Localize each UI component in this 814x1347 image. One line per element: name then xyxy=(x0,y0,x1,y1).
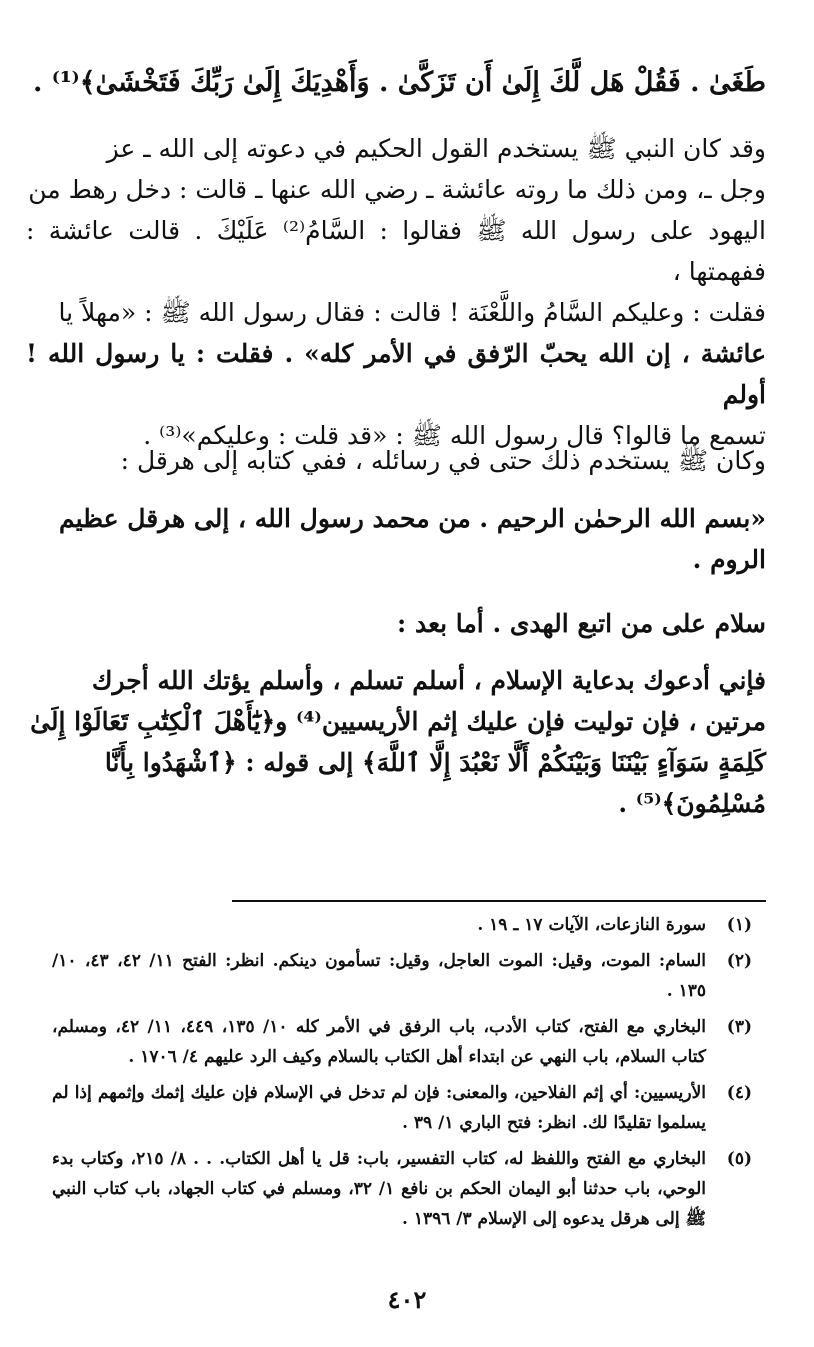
text-line: «بسم الله الرحمٰن الرحيم . من محمد رسول الله ، إلى هرقل عظيم xyxy=(58,504,766,533)
footnote xyxy=(52,1078,752,1138)
text-line: سلام على من اتبع الهدى . أما بعد : xyxy=(397,609,766,638)
footnote xyxy=(52,946,752,1006)
footnotes xyxy=(52,910,752,1240)
footnote-divider xyxy=(232,900,766,902)
page-number: ٤٠٢ xyxy=(387,1285,427,1314)
footnote-number: (١) xyxy=(726,915,752,935)
footnote-number: (٢) xyxy=(726,951,752,971)
text-line: الروم . xyxy=(692,545,766,574)
text-line: فقلت : وعليكم السَّامُ واللَّعْنَة ! قالت : فقال رسول الله ﷺ : «مهلاً يا xyxy=(58,298,766,327)
footnote-text: الأريسيين: أي إثم الفلاحين، والمعنى: فإن لم تدخل في الإسلام فإن عليك إثمك وإثمهم إذا لم يسلموا تقليدًا لك. انظر: فتح الباري ١/ ٣٩ . xyxy=(52,1083,706,1133)
text-line: مرتين ، فإن توليت فإن عليك إثم الأريسيين⁽⁴⁾ و﴿يَٰٓأَهْلَ ٱلْكِتَٰبِ تَعَالَوْا إِلَىٰ xyxy=(30,707,766,736)
verse-line: طَغَىٰ . فَقُلْ هَل لَّكَ إِلَىٰ أَن تَزَكَّىٰ . وَأَهْدِيَكَ إِلَىٰ رَبِّكَ فَتَخْشَىٰ﴾⁽¹⁾ . xyxy=(33,67,766,98)
footnote-text: البخاري مع الفتح واللفظ له، كتاب التفسير، باب: قل يا أهل الكتاب. . . ٨/ ٢١٥، وكتاب بدء الوحي، باب حدثنا أبو اليمان الحكم بن نافع ١/ ٣٢، ومسلم في كتاب الجهاد، باب كتاب النبي ﷺ إلى هرقل يدعوه إلى الإسلام ٣/ ١٣٩٦ . xyxy=(52,1149,706,1229)
letter-greeting xyxy=(26,603,766,644)
text-line: وكان ﷺ يستخدم ذلك حتى في رسائله ، ففي كتابه إلى هرقل : xyxy=(120,446,766,475)
text-line: عائشة ، إن الله يحبّ الرّفق في الأمر كله» . فقلت : يا رسول الله ! أولم xyxy=(26,339,766,409)
footnote xyxy=(52,1144,752,1234)
text-line: كَلِمَةٍ سَوَآءٍ بَيْنَنَا وَبَيْنَكُمْ أَلَّا نَعْبُدَ إِلَّا ٱللَّهَ﴾ إلى قوله : ﴿ٱشْهَدُوا بِأَنَّا xyxy=(104,748,766,777)
letter-body xyxy=(26,660,766,824)
footnote-text: سورة النازعات، الآيات ١٧ ـ ١٩ . xyxy=(477,915,706,935)
text-line: مُسْلِمُونَ﴾⁽⁵⁾ . xyxy=(618,789,766,818)
hadith-paragraph xyxy=(26,128,766,456)
footnote xyxy=(52,910,752,940)
text-line: فإني أدعوك بدعاية الإسلام ، أسلم تسلم ، وأسلم يؤتك الله أجرك xyxy=(91,666,766,695)
footnote-number: (٥) xyxy=(726,1149,752,1169)
letter-opening xyxy=(26,498,766,580)
text-line: وقد كان النبي ﷺ يستخدم القول الحكيم في دعوته إلى الله ـ عز xyxy=(106,134,766,163)
footnote-number: (٣) xyxy=(726,1017,752,1037)
footnote-text: السام: الموت، وقيل: الموت العاجل، وقيل: تسأمون دينكم. انظر: الفتح ١١/ ٤٢، ٤٣، ١٠/ ١٣٥ . xyxy=(52,951,706,1001)
footnote-text: البخاري مع الفتح، كتاب الأدب، باب الرفق في الأمر كله ١٠/ ١٣٥، ٤٤٩، ١١/ ٤٢، ومسلم، كتاب السلام، باب النهي عن ابتداء أهل الكتاب بالسلام وكيف الرد عليهم ٤/ ١٧٠٦ . xyxy=(52,1017,706,1067)
footnote xyxy=(52,1012,752,1072)
footnote-number: (٤) xyxy=(726,1083,752,1103)
text-line: وجل ـ، ومن ذلك ما روته عائشة ـ رضي الله عنها ـ قالت : دخل رهط من xyxy=(28,175,766,204)
quran-verse-ending xyxy=(26,62,766,103)
letter-intro-paragraph xyxy=(26,440,766,481)
text-line: اليهود على رسول الله ﷺ فقالوا : السَّامُ⁽²⁾ عَلَيْكَ . قالت عائشة : ففهمتها ، xyxy=(26,216,766,286)
text-line: تسمع ما قالوا؟ قال رسول الله ﷺ : «قد قلت : وعليكم»⁽³⁾ . xyxy=(143,421,766,450)
